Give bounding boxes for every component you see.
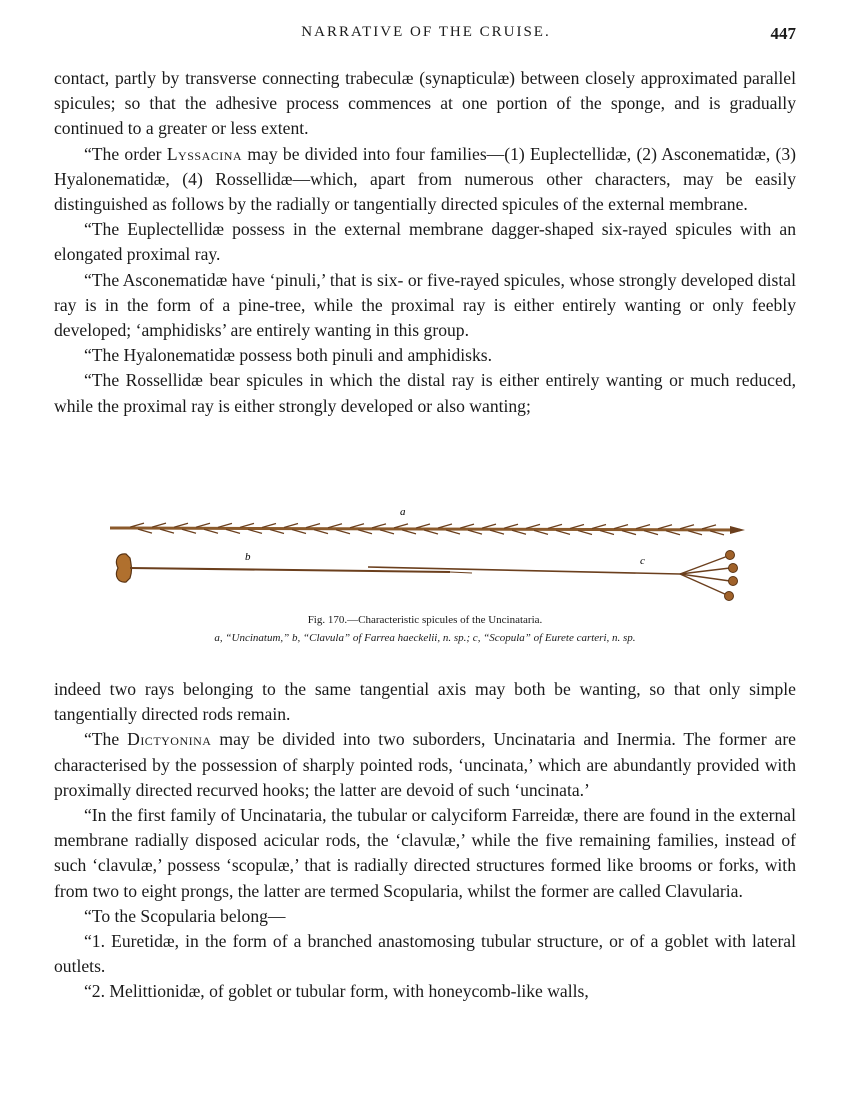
paragraph-rossellidae: “The Rossellidæ bear spicules in which the distal ray is either entirely wanting or much reduced, while the proximal ray is either strongly developed or also wanting;	[54, 370, 796, 416]
label-c: c	[640, 555, 645, 567]
term-dictyonina: Dictyonina	[127, 729, 212, 750]
paragraph-lyssacina-rest: may be divided into four families—(1) Euplectellidæ, (2) Asconematidæ, (3) Hyalonematidæ, (4) Rossellidæ—which, apart from numerous other characters, may be easily distinguished as follows by the radially or tangentially directed spicules of the external membrane.	[54, 143, 796, 215]
paragraph-euplectellidae: “The Euplectellidæ possess in the external membrane dagger-shaped six-rayed spicules with an elongated proximal ray.	[54, 219, 796, 265]
paragraph-euretidae: “1. Euretidæ, in the form of a branched anastomosing tubular structure, or of a goblet with lateral outlets.	[54, 931, 796, 977]
figure-legend: a, “Uncinatum,” b, “Clavula” of Farrea haeckelii, n. sp.; c, “Scopula” of Eurete carteri, n. sp.	[214, 632, 636, 644]
paragraph-lyssacina-start: “The order	[84, 143, 167, 164]
lower-text-block	[54, 677, 796, 1005]
upper-text-block	[54, 66, 796, 419]
paragraph-dictyonina-start: “The	[84, 729, 128, 750]
paragraph-melittionidae: “2. Melittionidæ, of goblet or tubular form, with honeycomb-like walls,	[84, 981, 589, 1002]
paragraph-tangential-rods: indeed two rays belonging to the same tangential axis may both be wanting, so that only simple tangentially directed rods remain.	[54, 679, 796, 725]
term-lyssacina: Lyssacina	[166, 143, 243, 164]
running-header	[56, 24, 796, 50]
paragraph-scopularia: “To the Scopularia belong—	[84, 905, 286, 926]
paragraph-trabeculae: contact, partly by transverse connecting trabeculæ (synapticulæ) between closely approximated parallel spicules; so that the adhesive process commences at one portion of the sponge, and is gradually continued to a greater or less extent.	[54, 68, 796, 139]
uncinatum-spicule	[110, 523, 745, 535]
paragraph-dictyonina-rest: may be divided into two suborders, Uncinataria and Inermia. The former are characterised by the possession of sharply pointed rods, ‘uncinata,’ which are abundantly provided with proximally directed recurved hooks; the latter are devoid of such ‘uncinata.’	[54, 729, 796, 800]
running-title: NARRATIVE OF THE CRUISE.	[301, 24, 551, 40]
paragraph-asconematidae: “The Asconematidæ have ‘pinuli,’ that is six- or five-rayed spicules, whose strongly developed distal ray is in the form of a pine-tree, while the proximal ray is either entirely wanting or only feebly developed; ‘amphidisks’ are entirely wanting in this group.	[54, 269, 796, 341]
paragraph-lyssacina	[54, 142, 796, 218]
figure-caption: Fig. 170.—Characteristic spicules of the Uncinataria.	[307, 614, 543, 626]
scopula-spicule	[368, 551, 738, 601]
page-number: 447	[770, 24, 796, 43]
paragraph-hyalonematidae: “The Hyalonematidæ possess both pinuli and amphidisks.	[84, 345, 493, 366]
spicules-illustration	[100, 498, 750, 608]
paragraph-dictyonina	[54, 727, 796, 803]
label-a: a	[400, 506, 406, 518]
paragraph-farreidae: “In the first family of Uncinataria, the tubular or calyciform Farreidæ, there are found in the external membrane radially disposed acicular rods, the ‘clavulæ,’ while the five remaining families, instead of such ‘clavulæ,’ possess ‘scopulæ,’ that is radially directed structures formed like brooms or forks, with from two to eight prongs, the latter are termed Scopularia, whilst the former are called Clavularia.	[54, 805, 796, 901]
figure-170	[100, 498, 750, 608]
label-b: b	[245, 551, 251, 563]
